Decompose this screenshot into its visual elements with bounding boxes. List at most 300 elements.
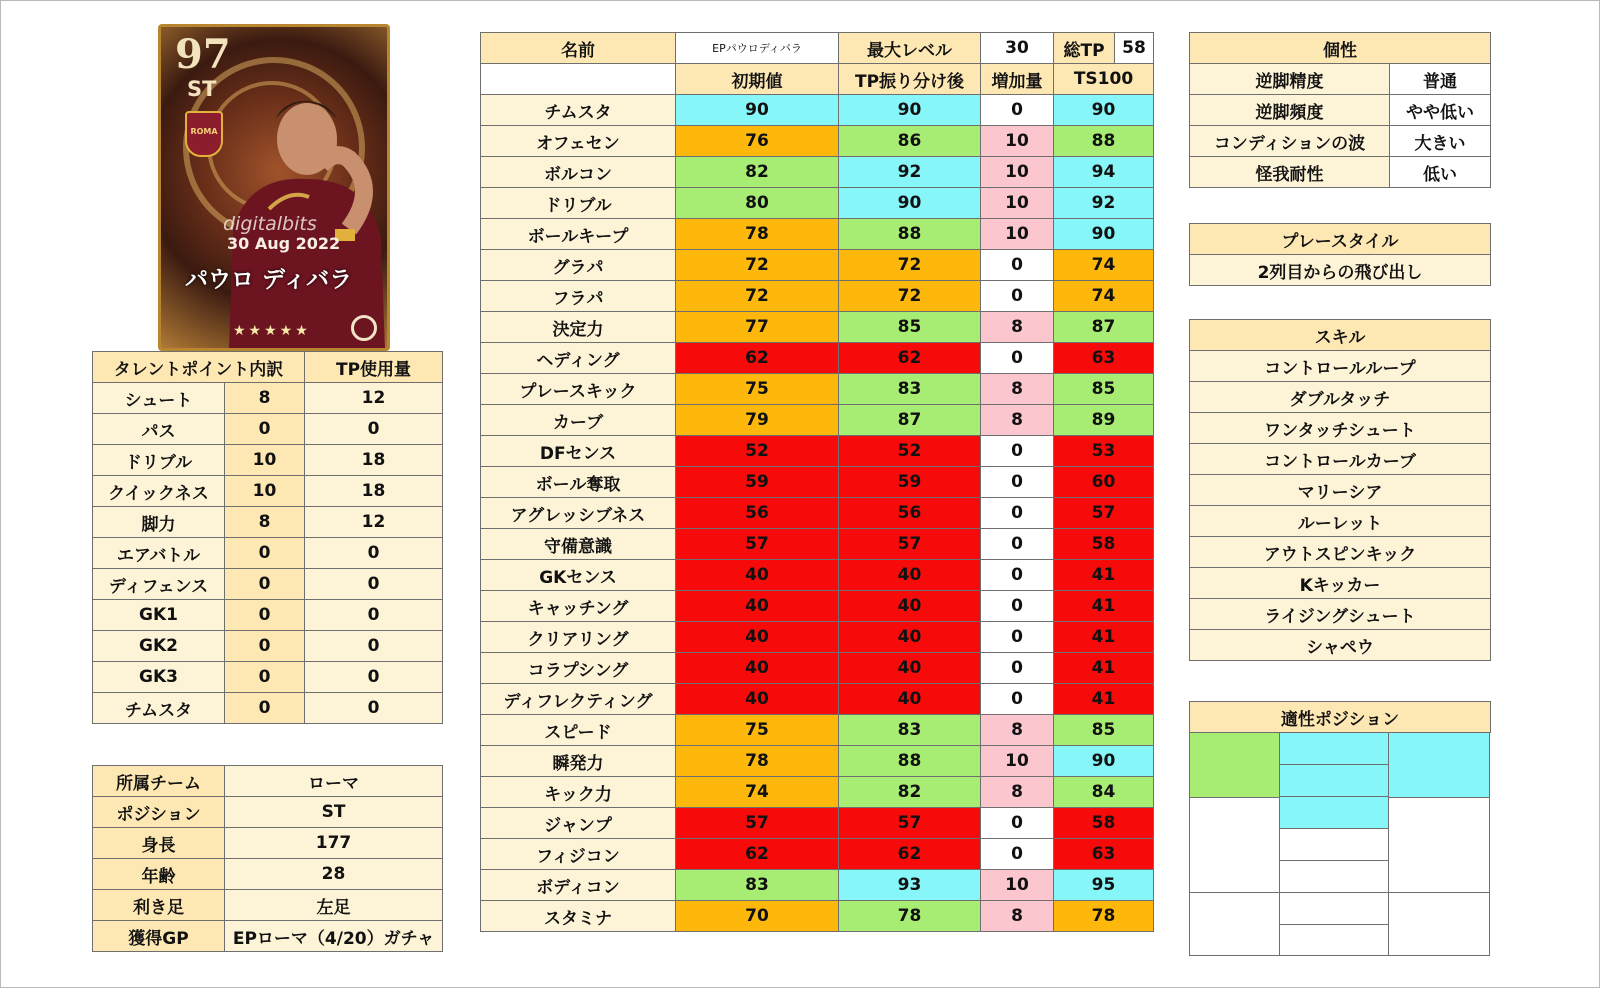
stat-increase: 0 (981, 839, 1054, 870)
tp-usage: 0 (305, 662, 443, 693)
stat-initial: 40 (676, 622, 839, 653)
stat-after-tp: 62 (839, 343, 981, 374)
stat-label: ドリブル (481, 188, 676, 219)
trait-row (1190, 126, 1491, 157)
stat-row (481, 560, 1154, 591)
stat-label: フィジコン (481, 839, 676, 870)
profile-value: ローマ (225, 766, 443, 797)
profile-row (93, 766, 443, 797)
stat-initial: 57 (676, 529, 839, 560)
position-center-mid (1280, 829, 1389, 861)
stat-label: アグレッシブネス (481, 498, 676, 529)
position-left-wing (1190, 733, 1280, 797)
stat-increase: 0 (981, 498, 1054, 529)
tp-points: 0 (225, 600, 305, 631)
stat-label: 瞬発力 (481, 746, 676, 777)
tp-category: GK2 (93, 631, 225, 662)
profile-value: EPローマ（4/20）ガチャ (225, 921, 443, 952)
stat-after-tp: 92 (839, 157, 981, 188)
header-increase: 増加量 (981, 64, 1054, 95)
stat-initial: 62 (676, 343, 839, 374)
stat-after-tp: 52 (839, 436, 981, 467)
tp-usage: 12 (305, 507, 443, 538)
stat-label: クリアリング (481, 622, 676, 653)
stat-label: コラプシング (481, 653, 676, 684)
traits-title: 個性 (1190, 33, 1491, 64)
tp-usage: 12 (305, 383, 443, 414)
stat-initial: 40 (676, 653, 839, 684)
stat-increase: 8 (981, 374, 1054, 405)
skill-item: マリーシア (1190, 475, 1491, 506)
stat-increase: 0 (981, 591, 1054, 622)
stat-label: プレースキック (481, 374, 676, 405)
stat-initial: 79 (676, 405, 839, 436)
header-blank (481, 64, 676, 95)
profile-row (93, 890, 443, 921)
profile-label: 所属チーム (93, 766, 225, 797)
skills-rows (1190, 351, 1491, 661)
position-map (1189, 732, 1490, 956)
skill-item: ワンタッチシュート (1190, 413, 1491, 444)
stat-row (481, 839, 1154, 870)
stats-rows (481, 95, 1154, 932)
stat-label: チムスタ (481, 95, 676, 126)
talent-point-row (93, 414, 443, 445)
stats-table (480, 32, 1154, 932)
stat-row (481, 467, 1154, 498)
skill-item: コントロールループ (1190, 351, 1491, 382)
stat-ts100: 58 (1054, 529, 1154, 560)
stat-initial: 56 (676, 498, 839, 529)
stat-label: キック力 (481, 777, 676, 808)
skill-item: シャペウ (1190, 630, 1491, 661)
max-level-label: 最大レベル (839, 33, 981, 64)
tp-usage: 0 (305, 538, 443, 569)
position-defensive-mid (1280, 861, 1389, 893)
talent-point-row (93, 631, 443, 662)
stat-ts100: 90 (1054, 746, 1154, 777)
profile-label: 獲得GP (93, 921, 225, 952)
stat-after-tp: 72 (839, 250, 981, 281)
position-center-forward (1280, 733, 1389, 765)
stat-increase: 0 (981, 467, 1054, 498)
stat-row (481, 374, 1154, 405)
playstyle-table (1189, 223, 1491, 286)
stat-after-tp: 57 (839, 529, 981, 560)
stat-increase: 0 (981, 281, 1054, 312)
stat-initial: 78 (676, 746, 839, 777)
trait-label: 逆脚頻度 (1190, 95, 1390, 126)
profile-value: 177 (225, 828, 443, 859)
stat-ts100: 41 (1054, 591, 1154, 622)
talent-point-row (93, 507, 443, 538)
profile-label: 年齢 (93, 859, 225, 890)
stat-row (481, 715, 1154, 746)
position-center-back (1280, 893, 1389, 925)
stat-ts100: 89 (1054, 405, 1154, 436)
stat-initial: 40 (676, 591, 839, 622)
stat-initial: 90 (676, 95, 839, 126)
stat-increase: 10 (981, 870, 1054, 901)
total-tp-label: 総TP (1054, 33, 1115, 64)
talent-point-rows (93, 383, 443, 724)
stat-increase: 0 (981, 436, 1054, 467)
stat-increase: 10 (981, 126, 1054, 157)
profile-rows (93, 766, 443, 952)
tp-category: クイックネス (93, 476, 225, 507)
stat-initial: 40 (676, 560, 839, 591)
stat-initial: 59 (676, 467, 839, 498)
skill-row (1190, 630, 1491, 661)
tp-category: GK3 (93, 662, 225, 693)
stat-ts100: 74 (1054, 250, 1154, 281)
stat-after-tp: 90 (839, 188, 981, 219)
stat-after-tp: 40 (839, 591, 981, 622)
trait-value: やや低い (1390, 95, 1491, 126)
skill-row (1190, 475, 1491, 506)
stat-row (481, 777, 1154, 808)
skill-row (1190, 413, 1491, 444)
trait-row (1190, 64, 1491, 95)
stat-label: ボルコン (481, 157, 676, 188)
name-value: EPパウロディバラ (676, 33, 839, 64)
club-crest-icon (185, 111, 223, 157)
stat-increase: 8 (981, 901, 1054, 932)
tp-usage: 18 (305, 445, 443, 476)
stat-row (481, 870, 1154, 901)
stat-ts100: 63 (1054, 839, 1154, 870)
tp-category: エアバトル (93, 538, 225, 569)
stat-label: 決定力 (481, 312, 676, 343)
stat-row (481, 188, 1154, 219)
traits-table (1189, 32, 1491, 188)
stat-row (481, 529, 1154, 560)
stat-row (481, 281, 1154, 312)
stat-ts100: 85 (1054, 374, 1154, 405)
stat-after-tp: 88 (839, 746, 981, 777)
tp-category: シュート (93, 383, 225, 414)
stat-row (481, 591, 1154, 622)
stat-label: ジャンプ (481, 808, 676, 839)
stat-initial: 62 (676, 839, 839, 870)
profile-label: ポジション (93, 797, 225, 828)
tp-points: 8 (225, 383, 305, 414)
stat-row (481, 436, 1154, 467)
skill-row (1190, 382, 1491, 413)
stat-increase: 10 (981, 188, 1054, 219)
stat-after-tp: 86 (839, 126, 981, 157)
stat-initial: 40 (676, 684, 839, 715)
tp-usage: 0 (305, 600, 443, 631)
stat-ts100: 87 (1054, 312, 1154, 343)
stat-label: ボディコン (481, 870, 676, 901)
stat-ts100: 41 (1054, 560, 1154, 591)
trait-row (1190, 95, 1491, 126)
tp-category: ドリブル (93, 445, 225, 476)
stat-label: スピード (481, 715, 676, 746)
card-rating: 97 (175, 31, 231, 78)
tp-points: 10 (225, 445, 305, 476)
stat-after-tp: 90 (839, 95, 981, 126)
stat-after-tp: 93 (839, 870, 981, 901)
positions-title: 適性ポジション (1190, 702, 1491, 733)
stat-increase: 8 (981, 777, 1054, 808)
profile-label: 利き足 (93, 890, 225, 921)
skill-row (1190, 444, 1491, 475)
stat-initial: 78 (676, 219, 839, 250)
skill-row (1190, 537, 1491, 568)
club-crest-text: ROMA (190, 127, 218, 136)
stat-after-tp: 40 (839, 684, 981, 715)
tp-points: 0 (225, 662, 305, 693)
stat-initial: 72 (676, 281, 839, 312)
stat-after-tp: 72 (839, 281, 981, 312)
talent-point-row (93, 693, 443, 724)
stat-increase: 10 (981, 219, 1054, 250)
efootball-logo-icon (351, 315, 377, 341)
header-ts100: TS100 (1054, 64, 1154, 95)
stat-initial: 57 (676, 808, 839, 839)
position-second-striker (1280, 765, 1389, 797)
tp-usage: 0 (305, 693, 443, 724)
talent-point-row (93, 476, 443, 507)
stat-after-tp: 87 (839, 405, 981, 436)
profile-table (92, 765, 443, 952)
skill-item: ルーレット (1190, 506, 1491, 537)
stat-initial: 77 (676, 312, 839, 343)
stat-initial: 82 (676, 157, 839, 188)
position-attacking-mid (1280, 797, 1389, 829)
position-left-back (1190, 893, 1280, 955)
stat-label: ボールキープ (481, 219, 676, 250)
stat-initial: 74 (676, 777, 839, 808)
stat-ts100: 41 (1054, 684, 1154, 715)
stat-ts100: 41 (1054, 622, 1154, 653)
tp-points: 0 (225, 631, 305, 662)
tp-category: ディフェンス (93, 569, 225, 600)
tp-points: 0 (225, 538, 305, 569)
card-position: ST (187, 77, 217, 101)
stat-label: カーブ (481, 405, 676, 436)
profile-label: 身長 (93, 828, 225, 859)
talent-point-row (93, 600, 443, 631)
stat-row (481, 901, 1154, 932)
stat-ts100: 95 (1054, 870, 1154, 901)
profile-value: ST (225, 797, 443, 828)
tp-category: 脚力 (93, 507, 225, 538)
max-level-value: 30 (981, 33, 1054, 64)
tp-usage: 0 (305, 414, 443, 445)
stat-initial: 70 (676, 901, 839, 932)
stat-ts100: 41 (1054, 653, 1154, 684)
stat-increase: 0 (981, 95, 1054, 126)
stat-increase: 0 (981, 250, 1054, 281)
skill-row (1190, 506, 1491, 537)
stat-after-tp: 62 (839, 839, 981, 870)
stat-after-tp: 83 (839, 715, 981, 746)
stat-ts100: 85 (1054, 715, 1154, 746)
position-right-wing (1389, 733, 1489, 797)
stat-increase: 0 (981, 560, 1054, 591)
stat-ts100: 63 (1054, 343, 1154, 374)
stat-after-tp: 59 (839, 467, 981, 498)
talent-point-row (93, 538, 443, 569)
skill-row (1190, 568, 1491, 599)
stat-after-tp: 88 (839, 219, 981, 250)
stat-increase: 8 (981, 405, 1054, 436)
position-right-mid (1389, 797, 1489, 893)
stat-initial: 75 (676, 374, 839, 405)
skill-item: Kキッカー (1190, 568, 1491, 599)
stat-row (481, 126, 1154, 157)
stat-initial: 76 (676, 126, 839, 157)
talent-point-row (93, 569, 443, 600)
stat-increase: 0 (981, 684, 1054, 715)
tp-points: 10 (225, 476, 305, 507)
tp-category: GK1 (93, 600, 225, 631)
stat-ts100: 84 (1054, 777, 1154, 808)
stat-label: GKセンス (481, 560, 676, 591)
traits-rows (1190, 64, 1491, 188)
stat-label: ディフレクティング (481, 684, 676, 715)
tp-points: 0 (225, 414, 305, 445)
stat-increase: 0 (981, 653, 1054, 684)
playstyle-value: 2列目からの飛び出し (1190, 255, 1491, 286)
stat-initial: 75 (676, 715, 839, 746)
stat-after-tp: 40 (839, 622, 981, 653)
card-stars: ★★★★★ (233, 323, 311, 339)
skill-item: ライジングシュート (1190, 599, 1491, 630)
profile-row (93, 859, 443, 890)
skill-row (1190, 351, 1491, 382)
tp-points: 0 (225, 693, 305, 724)
stat-initial: 83 (676, 870, 839, 901)
stat-row (481, 746, 1154, 777)
position-right-back (1389, 893, 1489, 955)
profile-row (93, 828, 443, 859)
stat-label: スタミナ (481, 901, 676, 932)
stat-increase: 8 (981, 312, 1054, 343)
stat-ts100: 90 (1054, 95, 1154, 126)
stat-ts100: 60 (1054, 467, 1154, 498)
skill-row (1190, 599, 1491, 630)
stat-after-tp: 85 (839, 312, 981, 343)
stat-label: キャッチング (481, 591, 676, 622)
skill-item: コントロールカーブ (1190, 444, 1491, 475)
trait-label: コンディションの波 (1190, 126, 1390, 157)
stat-row (481, 312, 1154, 343)
tp-usage: 0 (305, 631, 443, 662)
talent-point-row (93, 445, 443, 476)
card-player-name: パウロ ディバラ (185, 267, 353, 293)
header-initial: 初期値 (676, 64, 839, 95)
stat-initial: 72 (676, 250, 839, 281)
stat-row (481, 684, 1154, 715)
stat-after-tp: 83 (839, 374, 981, 405)
stat-ts100: 94 (1054, 157, 1154, 188)
position-left-mid (1190, 797, 1280, 893)
stat-ts100: 74 (1054, 281, 1154, 312)
tp-usage: 18 (305, 476, 443, 507)
stat-after-tp: 82 (839, 777, 981, 808)
card-sponsor-text: digitalbits (223, 213, 317, 235)
profile-row (93, 921, 443, 952)
stat-row (481, 250, 1154, 281)
trait-value: 低い (1390, 157, 1491, 188)
stat-after-tp: 78 (839, 901, 981, 932)
profile-row (93, 797, 443, 828)
stat-row (481, 219, 1154, 250)
stat-ts100: 53 (1054, 436, 1154, 467)
talent-point-row (93, 662, 443, 693)
skill-item: アウトスピンキック (1190, 537, 1491, 568)
stat-ts100: 92 (1054, 188, 1154, 219)
position-goalkeeper (1280, 925, 1389, 955)
stat-increase: 10 (981, 157, 1054, 188)
skills-title: スキル (1190, 320, 1491, 351)
skills-table (1189, 319, 1491, 661)
stat-ts100: 57 (1054, 498, 1154, 529)
name-label: 名前 (481, 33, 676, 64)
stat-initial: 52 (676, 436, 839, 467)
tp-usage: 0 (305, 569, 443, 600)
trait-label: 逆脚精度 (1190, 64, 1390, 95)
stat-label: ボール奪取 (481, 467, 676, 498)
player-card (158, 24, 390, 351)
stat-row (481, 157, 1154, 188)
talent-point-row (93, 383, 443, 414)
stat-ts100: 58 (1054, 808, 1154, 839)
profile-value: 左足 (225, 890, 443, 921)
stat-increase: 0 (981, 808, 1054, 839)
tp-category: パス (93, 414, 225, 445)
tp-points: 8 (225, 507, 305, 538)
stat-label: DFセンス (481, 436, 676, 467)
trait-value: 大きい (1390, 126, 1491, 157)
stat-ts100: 88 (1054, 126, 1154, 157)
stat-label: 守備意識 (481, 529, 676, 560)
stat-label: ヘディング (481, 343, 676, 374)
stat-label: オフェセン (481, 126, 676, 157)
stat-row (481, 622, 1154, 653)
stat-increase: 0 (981, 529, 1054, 560)
trait-value: 普通 (1390, 64, 1491, 95)
stat-increase: 0 (981, 622, 1054, 653)
profile-value: 28 (225, 859, 443, 890)
tp-points: 0 (225, 569, 305, 600)
stat-increase: 8 (981, 715, 1054, 746)
stat-ts100: 90 (1054, 219, 1154, 250)
trait-label: 怪我耐性 (1190, 157, 1390, 188)
stat-increase: 10 (981, 746, 1054, 777)
stat-increase: 0 (981, 343, 1054, 374)
stat-label: グラパ (481, 250, 676, 281)
stat-row (481, 498, 1154, 529)
stat-after-tp: 57 (839, 808, 981, 839)
stat-row (481, 808, 1154, 839)
tp-usage-header: TP使用量 (305, 352, 443, 383)
playstyle-title: プレースタイル (1190, 224, 1491, 255)
tp-category: チムスタ (93, 693, 225, 724)
stat-label: フラパ (481, 281, 676, 312)
card-date: 30 Aug 2022 (227, 234, 341, 253)
stat-ts100: 78 (1054, 901, 1154, 932)
stat-row (481, 653, 1154, 684)
talent-point-table (92, 351, 443, 724)
positions-table (1189, 701, 1491, 733)
stat-after-tp: 40 (839, 653, 981, 684)
header-after-tp: TP振り分け後 (839, 64, 981, 95)
